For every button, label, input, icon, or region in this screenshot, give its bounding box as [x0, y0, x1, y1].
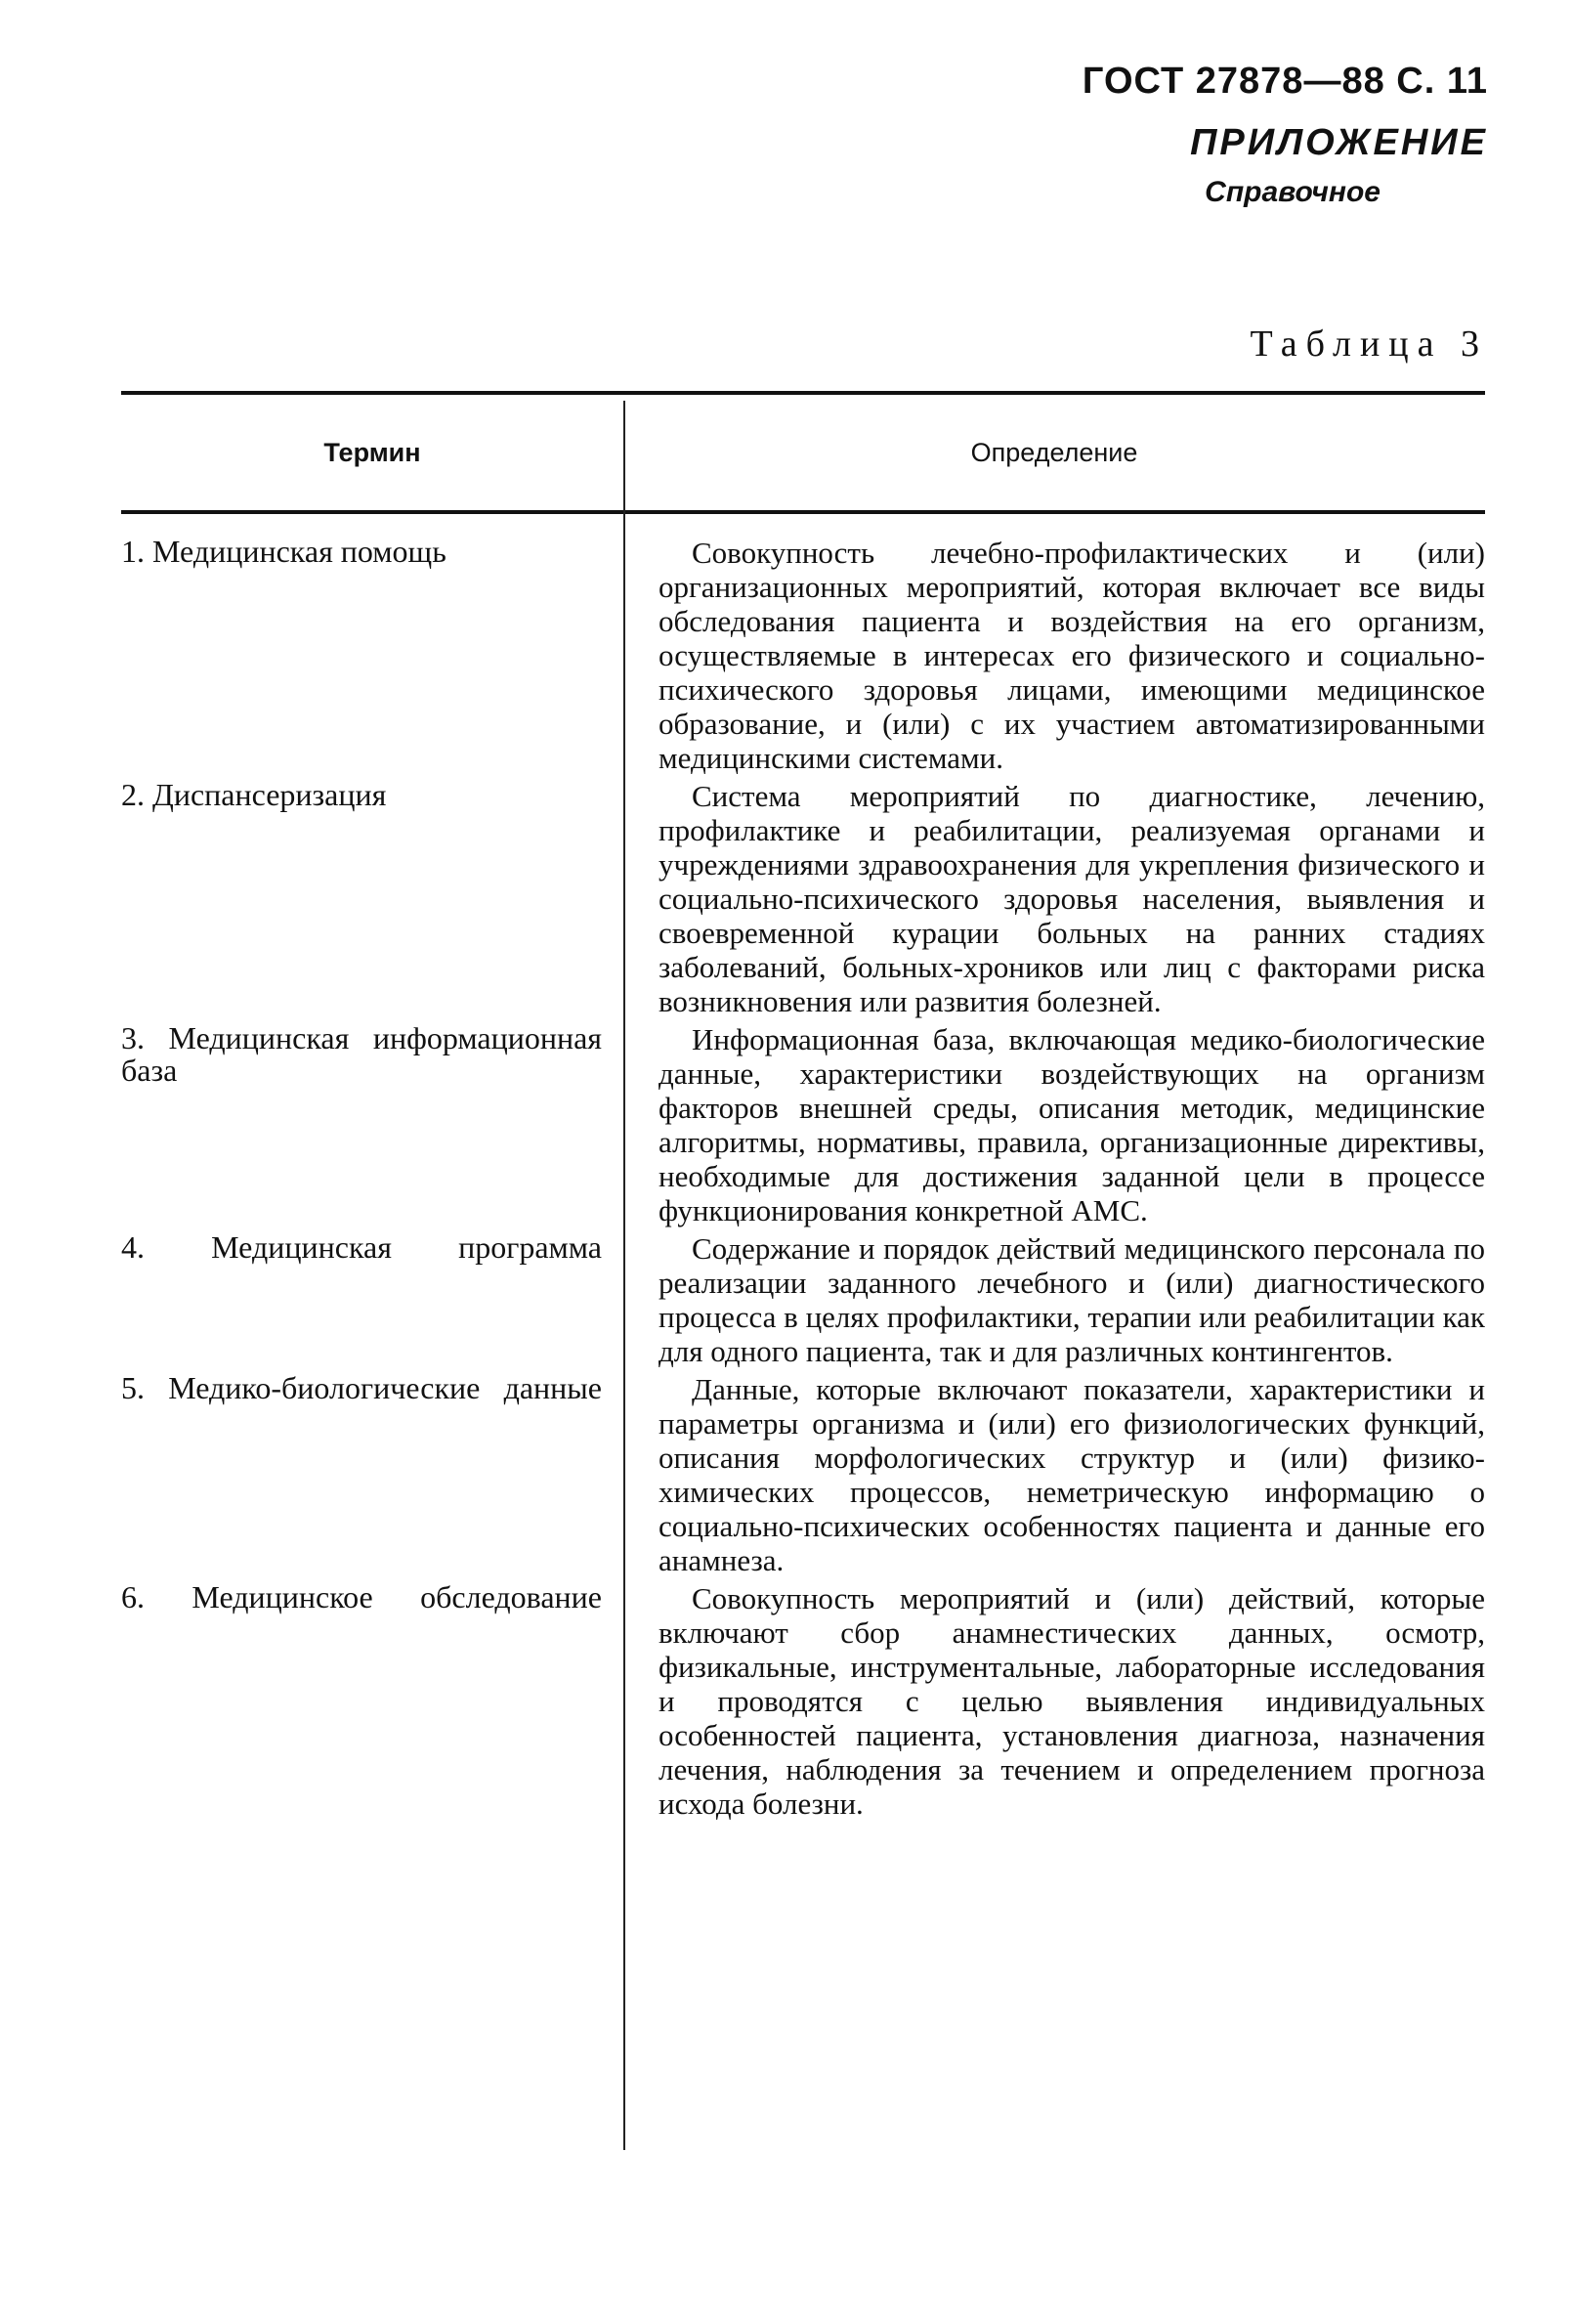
table-row	[121, 1581, 1485, 1821]
table-label: Таблица 3	[1250, 323, 1488, 365]
definition-cell: Информационная база, включающая медико-биологические данные, характеристики воздействующих на организм факторов внешней среды, описания методик, медицинские алгоритмы, нормативы, правила, организационные директивы, необходимые для достижения заданной цели в процессе функционирования конкретной АМС.	[659, 1022, 1485, 1227]
page-header	[1083, 61, 1488, 209]
table-row	[121, 1022, 1485, 1227]
table-row	[121, 779, 1485, 1018]
definition-cell: Совокупность лечебно-профилактических и (или) организационных мероприятий, которая включает все виды обследования пациента и воздействия на его организм, осуществляемые в интересах его физического и социально-психического здоровья лицами, имеющими медицинское образование, и (или) с их участием автоматизированными медицинскими системами.	[659, 536, 1485, 775]
definition-cell: Система мероприятий по диагностике, лечению, профилактике и реабилитации, реализуемая органами и учреждениями здравоохранения для укрепления физического и социально-психического здоровья населения, выявления и своевременной курации больных на ранних стадиях заболеваний, больных-хроников или лиц с факторами риска возникновения или развития болезней.	[659, 779, 1485, 1018]
table-body	[121, 514, 1485, 1821]
term-cell: 4. Медицинская программа	[121, 1229, 602, 1265]
term-cell: 5. Медико-биологические данные	[121, 1370, 602, 1405]
table-header	[121, 395, 1485, 510]
term-cell: 3. Медицинская информационная база	[121, 1020, 602, 1088]
term-cell: 2. Диспансеризация	[121, 777, 387, 812]
appendix-title: ПРИЛОЖЕНИЕ	[1190, 122, 1488, 163]
table-row	[121, 1372, 1485, 1577]
table-row	[121, 1231, 1485, 1368]
terms-table	[121, 391, 1485, 1825]
gost-reference: ГОСТ 27878—88 С. 11	[1082, 61, 1488, 102]
definition-cell: Совокупность мероприятий и (или) действий, которые включают сбор анамнестических данных, осмотр, физикальные, инструментальные, лабораторные исследования и проводятся с целью выявления индивидуальных особенностей пациента, установления диагноза, назначения лечения, наблюдения за течением и определением прогноза исхода болезни.	[659, 1581, 1485, 1821]
term-cell: 6. Медицинское обследование	[121, 1579, 602, 1614]
definition-cell: Данные, которые включают показатели, характеристики и параметры организма и (или) его физиологических функций, описания морфологических структур и (или) физико-химических процессов, неметрическую информацию о социально-психических особенностях пациента и данные его анамнеза.	[659, 1372, 1485, 1577]
appendix-subtitle: Справочное	[1205, 176, 1381, 208]
column-header-definition: Определение	[970, 437, 1138, 467]
column-divider	[623, 401, 625, 2150]
table-row	[121, 536, 1485, 775]
definition-cell: Содержание и порядок действий медицинского персонала по реализации заданного лечебного и (или) диагностического процесса в целях профилактики, терапии или реабилитации как для одного пациента, так и для различных контингентов.	[659, 1231, 1485, 1368]
term-cell: 1. Медицинская помощь	[121, 534, 446, 569]
column-header-term: Термин	[323, 437, 421, 467]
